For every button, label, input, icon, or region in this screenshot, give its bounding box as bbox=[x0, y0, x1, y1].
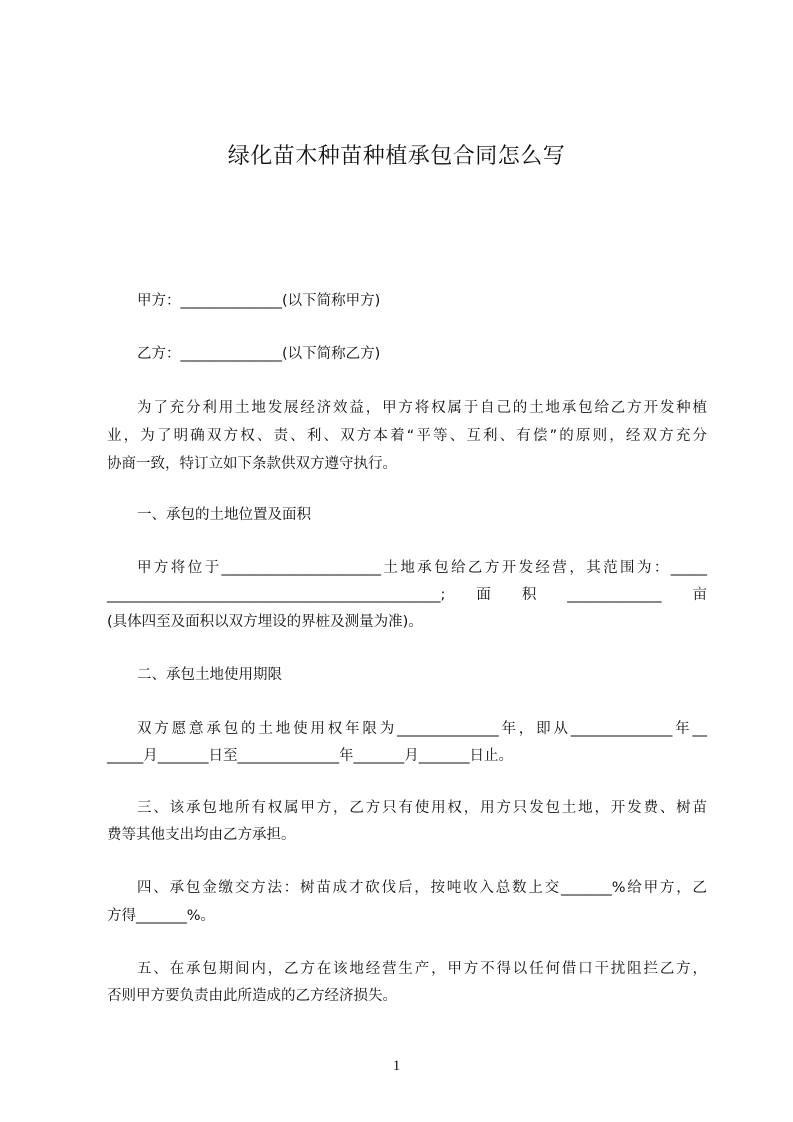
document-title: 绿化苗木种苗种植承包合同怎么写 bbox=[227, 144, 566, 169]
section-2-line-1: 双方愿意承包的土地使用权年限为______________年，即从______________年__ bbox=[137, 721, 707, 737]
section-1-line-3: (具体四至及面积以双方埋设的界桩及测量为准)。 bbox=[107, 614, 423, 630]
section-3-line-1: 三、该承包地所有权属甲方，乙方只有使用权，用方只发包土地，开发费、树苗 bbox=[137, 800, 707, 816]
section-3-line-2: 费等其他支出均由乙方承担。 bbox=[107, 827, 296, 843]
section-1-line-1: 甲方将位于______________________土地承包给乙方开发经营，其范围为：_____ bbox=[137, 560, 707, 576]
section-4-line-2: 方得_______%。 bbox=[107, 908, 216, 924]
intro-line-2: 业，为了明确双方权、责、利、双方本着“平等、互利、有偿”的原则，经双方充分 bbox=[107, 428, 707, 444]
page-number: 1 bbox=[392, 1058, 401, 1074]
section-1-line-2: ______________________________________________;面积_____________亩 bbox=[107, 587, 707, 603]
section-4-line-1: 四、承包金缴交方法：树苗成才砍伐后，按吨收入总数上交_______%给甲方，乙 bbox=[137, 880, 707, 896]
intro-line-1: 为了充分利用土地发展经济效益，甲方将权属于自己的土地承包给乙方开发种植 bbox=[137, 400, 707, 416]
party-b-line: 乙方：______________(以下简称乙方) bbox=[137, 346, 381, 362]
section-5-line-2: 否则甲方要负责由此所造成的乙方经济损失。 bbox=[107, 988, 397, 1004]
section-2-heading: 二、承包土地使用期限 bbox=[137, 667, 282, 683]
section-1-heading: 一、承包的土地位置及面积 bbox=[137, 507, 311, 523]
intro-line-3: 协商一致，特订立如下条款供双方遵守执行。 bbox=[107, 456, 397, 472]
section-2-line-2: _____月_______日至______________年_______月_______日止。 bbox=[107, 748, 513, 764]
section-5-line-1: 五、在承包期间内，乙方在该地经营生产，甲方不得以任何借口干扰阻拦乙方， bbox=[137, 961, 707, 977]
party-a-line: 甲方：______________(以下简称甲方) bbox=[137, 293, 381, 309]
